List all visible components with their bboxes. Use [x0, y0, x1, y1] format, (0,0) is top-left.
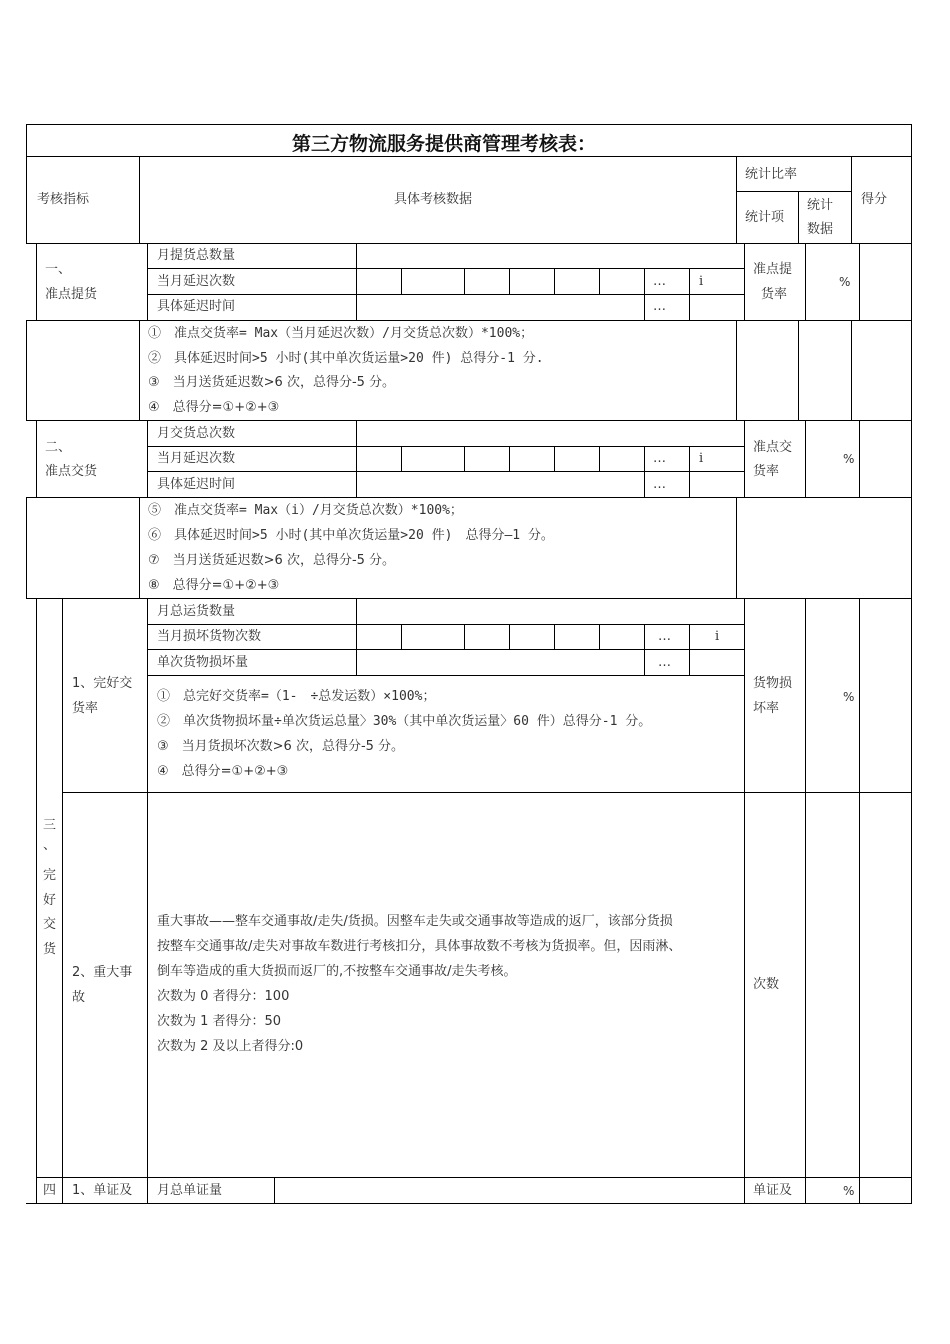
- sec3-rule-1: ① 总完好交货率=（1- ÷总发运数）×100%；: [157, 689, 436, 704]
- sec2-row-total: 月交货总次数: [157, 426, 236, 441]
- sec3-ratio-line2: 坏率: [753, 701, 780, 716]
- sec3-rule-3: ③ 当月货损坏次数>6 次，总得分-5 分。: [157, 739, 405, 754]
- sec3-row-total: 月总运货数量: [157, 604, 236, 619]
- sec3-sub2-line2: 故: [72, 990, 86, 1005]
- accident-line: 按整车交通事故/走失对事故车数进行考核扣分，具体事故数不考核为货损率。但，因雨淋、: [157, 939, 682, 954]
- sec3-sub1-line1: 1、完好交: [72, 676, 133, 691]
- sec2-label-number: 二、: [45, 440, 72, 455]
- sec1-rule-4: ④ 总得分=①+②+③: [148, 400, 280, 415]
- sec1-row-delays: 当月延迟次数: [157, 274, 236, 289]
- sec1-rule-2: ② 具体延迟时间>5 小时(其中单次货运量>20 件) 总得分-1 分.: [148, 351, 544, 366]
- accident-line: 重大事故——整车交通事故/走失/货损。因整车走失或交通事故等造成的返厂，该部分货损: [157, 914, 673, 929]
- header-stat-data-line2: 数据: [807, 222, 834, 237]
- sec3-count-label: 次数: [753, 977, 780, 992]
- sec1-rule-1: ① 准点交货率= Max（当月延迟次数）/月交货总次数）*100%；: [148, 326, 534, 341]
- sec3-sub1-line2: 货率: [72, 701, 99, 716]
- sec3-ellipsis-1: …: [658, 629, 671, 644]
- sec2-index-i: i: [699, 451, 704, 466]
- sec1-ratio-line1: 准点提: [753, 262, 793, 277]
- sec2-rule-6: ⑥ 具体延迟时间>5 小时(其中单次货运量>20 件) 总得分—1 分。: [148, 528, 554, 543]
- header-item: 统计项: [745, 210, 785, 225]
- sec2-row-delays: 当月延迟次数: [157, 451, 236, 466]
- sec2-label-name: 准点交货: [45, 464, 98, 479]
- sec1-row-delay-time: 具体延迟时间: [157, 299, 236, 314]
- sec3-rule-4: ④ 总得分=①+②+③: [157, 764, 289, 779]
- header-ratio: 统计比率: [745, 167, 798, 182]
- sec3-percent: %: [843, 690, 855, 704]
- sec1-row-total: 月提货总数量: [157, 248, 236, 263]
- sec1-label-number: 一、: [45, 262, 72, 277]
- header-data: 具体考核数据: [394, 192, 473, 207]
- sec2-ratio-line2: 货率: [753, 464, 780, 479]
- sec1-ratio-line2: 货率: [761, 287, 788, 302]
- sec3-index-i: i: [715, 629, 720, 644]
- accident-line: 次数为 2 及以上者得分:0: [157, 1039, 304, 1054]
- sec3-vlabel-char: 交: [43, 917, 57, 932]
- sec2-ratio-line1: 准点交: [753, 440, 793, 455]
- header-score: 得分: [861, 192, 888, 207]
- sec2-rule-7: ⑦ 当月送货延迟数>6 次，总得分-5 分。: [148, 553, 396, 568]
- sec3-sub2-line1: 2、重大事: [72, 965, 133, 980]
- sec4-ratio: 单证及: [753, 1183, 793, 1198]
- sec3-row-damaged: 当月损坏货物次数: [157, 629, 262, 644]
- sec1-index-i: i: [699, 274, 704, 289]
- accident-line: 倒车等造成的重大货损而返厂的,不按整车交通事故/走失考核。: [157, 964, 517, 979]
- sec3-rule-2: ② 单次货物损坏量÷单次货运总量〉30%（其中单次货运量〉60 件）总得分-1 分。: [157, 714, 652, 729]
- accident-line: 次数为 1 者得分：50: [157, 1014, 282, 1029]
- sec2-ellipsis-1: …: [653, 451, 666, 466]
- sec2-rule-8: ⑧ 总得分=①+②+③: [148, 578, 280, 593]
- sec3-vlabel-char: 完: [43, 868, 57, 883]
- accident-line: 次数为 0 者得分：100: [157, 989, 290, 1004]
- sec3-ratio-line1: 货物损: [753, 676, 793, 691]
- sec4-row-total: 月总单证量: [157, 1183, 223, 1198]
- sec4-percent: %: [843, 1184, 855, 1198]
- sec1-rule-3: ③ 当月送货延迟数>6 次，总得分-5 分。: [148, 375, 396, 390]
- sec1-percent: %: [839, 275, 851, 289]
- sec3-ellipsis-2: …: [658, 655, 671, 670]
- form-title: 第三方物流服务提供商管理考核表：: [292, 133, 597, 155]
- header-stat-data-line1: 统计: [807, 198, 834, 213]
- sec2-row-delay-time: 具体延迟时间: [157, 477, 236, 492]
- sec3-row-damage-qty: 单次货物损坏量: [157, 655, 249, 670]
- sec3-vlabel-char: 货: [43, 942, 57, 957]
- sec1-label-name: 准点提货: [45, 287, 98, 302]
- header-indicator: 考核指标: [37, 192, 90, 207]
- sec4-sub: 1、单证及: [72, 1183, 133, 1198]
- sec3-vlabel-char: 三: [43, 818, 57, 833]
- sec3-vlabel-char: 好: [43, 893, 57, 908]
- sec3-vlabel-char: 、: [43, 838, 57, 853]
- sec1-ellipsis-1: …: [653, 274, 666, 289]
- sec2-ellipsis-2: …: [653, 477, 666, 492]
- sec2-percent: %: [843, 452, 855, 466]
- sec4-label: 四: [43, 1183, 57, 1198]
- sec2-rule-5: ⑤ 准点交货率= Max（i）/月交货总次数）*100%；: [148, 503, 463, 518]
- sec1-ellipsis-2: …: [653, 299, 666, 314]
